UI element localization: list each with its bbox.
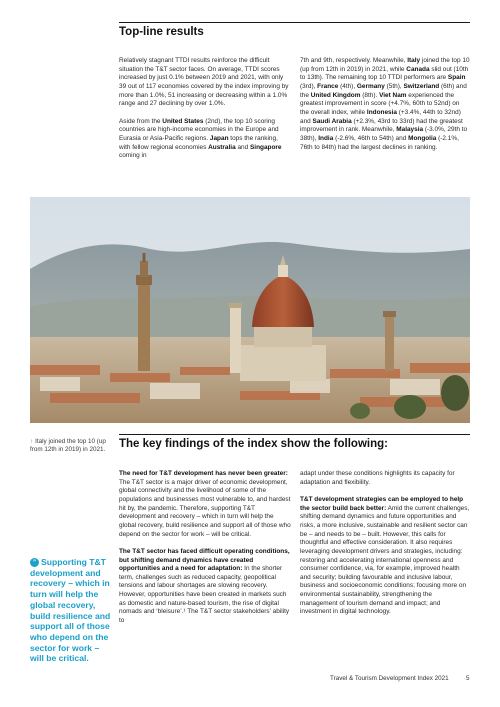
paragraph: Relatively stagnant TTDI results reinforce the difficult situation the T&T sector faces. On average, TTDI scores increased by just 0.1% between 2019 and 2021, with only 39 out of 117 economies covered by the index improving by more than 1.0%, 51 increasing or decreasing within a 1.0% range and 27 declining by over 1.0%. bbox=[119, 57, 289, 108]
side-note bbox=[30, 438, 108, 455]
quote-icon: ” bbox=[30, 558, 39, 567]
pull-quote bbox=[30, 557, 112, 664]
top-rule bbox=[119, 22, 470, 23]
footer-report-title: Travel & Tourism Development Index 2021 bbox=[330, 675, 449, 682]
paragraph: The need for T&T development has never been greater: The T&T sector is a major driver of economic development, global connectivity and the livelihood of some of the populations and businesses most vulnerable to, and hardest hit by, the pandemic. Therefore, supporting T&T development and recovery – which in turn will help the global recovery, build resilience and support all of those who depend on the sector for work – will be critical. bbox=[119, 470, 291, 538]
paragraph: Aside from the United States (2nd), the top 10 scoring countries are high-income economies in the Europe and Eurasia or Asia-Pacific regions. Japan tops the ranking, with fellow regional economies Australia and Singapore coming in bbox=[119, 117, 282, 160]
side-note-text: Italy joined the top 10 (up from 12th in 2019) in 2021. bbox=[30, 438, 106, 454]
findings-title: The key findings of the index show the following: bbox=[119, 438, 388, 450]
city-photo bbox=[30, 197, 470, 423]
paragraph: T&T development strategies can be employed to help the sector build back better: Amid the current challenges, shifting demand dynamics and future opportunities and risks, a more inclusive, sustainable and resilient sector can be – and needs to be – built. However, this calls for thoughtful and effective consideration. It also requires leveraging development drivers and strategies, including: restoring and accelerating international openness and consumer confidence, via, for example, improved health and security; building favourable and inclusive labour, business and socioeconomic conditions; focusing more on environmental sustainability, strengthening the management of tourism demand and impact; and investment in digital technology. bbox=[300, 495, 470, 616]
pull-quote-text: Supporting T&T development and recovery – which in turn will help the global recovery, build resilience and support all of those who depend on the sector for work – will be critical. bbox=[30, 557, 111, 664]
top-column-right bbox=[300, 57, 470, 152]
findings-column-left bbox=[119, 470, 291, 626]
findings-column-right bbox=[300, 470, 470, 617]
section-title: Top-line results bbox=[119, 26, 204, 38]
paragraph: 7th and 9th, respectively. Meanwhile, Italy joined the top 10 (up from 12th in 2019) in 2021, while Canada slid out (10th to 13th). The remaining top 10 TTDI performers are Spain (3rd), France (4th), Germany (5th), Switzerland (6th) and the United Kingdom (8th). Viet Nam experienced the greatest improvement in score (+4.7%, 60th to 52nd) on the overall index, while Indonesia (+3.4%, 44th to 32nd) and Saudi Arabia (+2.3%, 43rd to 33rd) had the greatest improvement in rank. Meanwhile, Malaysia (-3.0%, 29th to 38th), India (-2.6%, 46th to 54th) and Mongolia (-2.1%, 76th to 84th) had the largest declines in ranking. bbox=[300, 57, 470, 151]
findings-rule bbox=[119, 434, 470, 435]
page-number: 5 bbox=[466, 675, 470, 682]
paragraph: The T&T sector has faced difficult operating conditions, but shifting demand dynamics have created opportunities and a need for adaptation: In the shorter term, challenges such as reduced capacity, geopolitical tensions and labour shortages are slowing recovery. However, opportunities have been created in markets such as domestic and nature-based tourism, the rise of digital nomads and ‘bleisure’.¹ The T&T sector stakeholders’ ability to bbox=[119, 547, 290, 625]
top-column-left bbox=[119, 57, 291, 161]
paragraph: adapt under these conditions highlights its capacity for adaptation and flexibility. bbox=[300, 470, 455, 486]
arrow-up-icon: ↑ bbox=[30, 438, 34, 445]
